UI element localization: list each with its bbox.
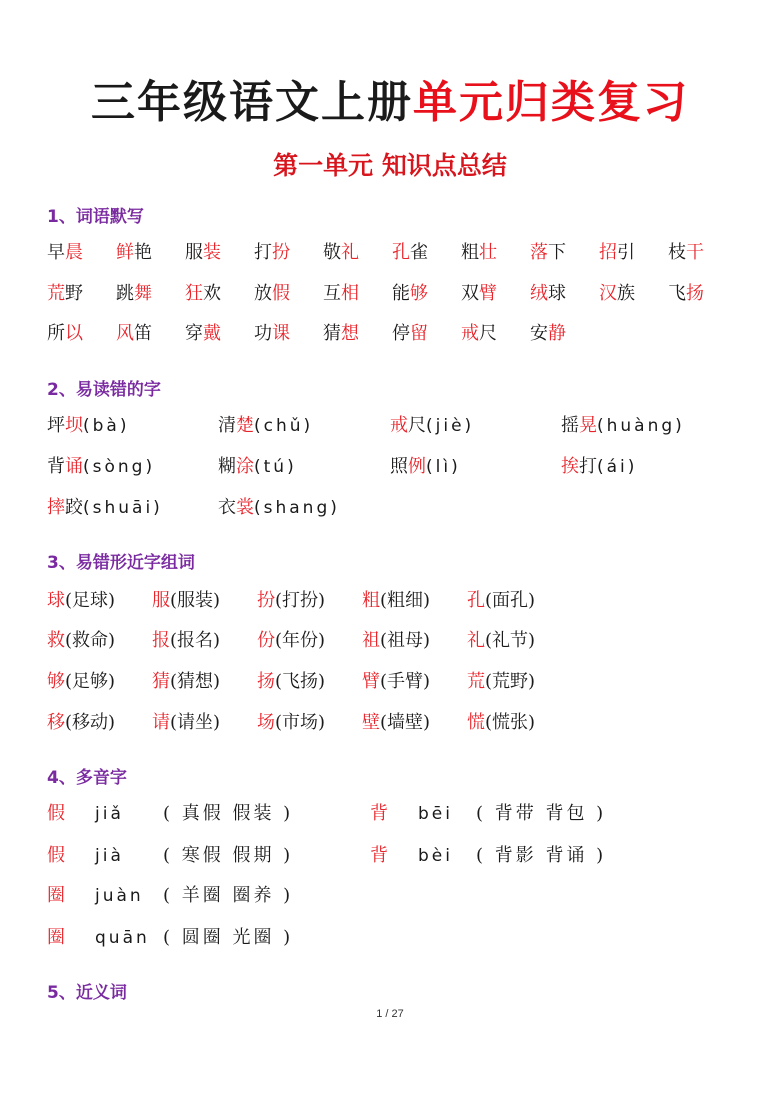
similar-char-item [47,712,115,734]
similar-char-item [467,712,535,734]
polyphone-words: ( 羊圈 圈养 ) [163,885,294,906]
vocab-char: 穿 [185,323,203,344]
similar-char: 祖 [362,630,380,651]
pinyin: (shuāi) [83,498,163,518]
vocab-word [323,242,359,264]
page-title [0,66,780,130]
polyphone-item [370,803,606,825]
vocab-char: 停 [392,323,410,344]
polyphone-words: ( 背影 背诵 ) [476,845,607,866]
similar-char: 份 [257,630,275,651]
similar-char: 请 [152,712,170,733]
vocab-char-highlight: 假 [272,283,290,304]
similar-char-word: (面孔) [485,590,536,611]
vocab-word [47,283,83,305]
similar-char: 服 [152,590,170,611]
similar-char-item [362,590,430,612]
polyphone-words: ( 真假 假装 ) [163,803,294,824]
vocab-word [323,323,359,345]
vocab-char: 汉 [599,283,617,304]
pinyin: (jiè) [426,416,475,436]
polyphone-pinyin: bēi [418,804,453,824]
vocab-word [392,283,428,305]
vocab-char: 狂 [185,283,203,304]
similar-char-word: (年份) [275,630,326,651]
pronunciation-item [218,415,313,437]
pron-char: 摔 [47,497,65,518]
pron-char: 裳 [236,497,254,518]
vocab-char-highlight: 艳 [134,242,152,263]
similar-char: 礼 [467,630,485,651]
pron-char: 诵 [65,456,83,477]
page-subtitle: 第一单元 知识点总结 [273,151,507,180]
vocab-word [530,242,566,264]
similar-char-word: (移动) [65,712,116,733]
similar-char-item [467,671,535,693]
similar-char: 猜 [152,671,170,692]
vocab-char: 早 [47,242,65,263]
similar-char-word: (粗细) [380,590,431,611]
similar-char: 臂 [362,671,380,692]
similar-char-word: (飞扬) [275,671,326,692]
vocab-char: 粗 [461,242,479,263]
similar-char-item [152,671,220,693]
vocab-char-highlight: 臂 [479,283,497,304]
similar-char-word: (猜想) [170,671,221,692]
pron-char: 衣 [218,497,236,518]
similar-char: 壁 [362,712,380,733]
pinyin: (sòng) [83,457,156,477]
similar-char: 扬 [257,671,275,692]
vocab-word [668,242,704,264]
section-heading-pronunciation: 2、易读错的字 [47,380,161,400]
polyphone-pinyin: quān [95,928,150,948]
vocab-word [185,323,221,345]
similar-char-word: (请坐) [170,712,221,733]
similar-char: 粗 [362,590,380,611]
polyphone-pinyin: bèi [418,846,453,866]
similar-char-item [362,712,430,734]
pron-char: 糊 [218,456,236,477]
vocab-word [668,283,704,305]
pron-char: 晃 [579,415,597,436]
vocab-word [461,323,497,345]
pinyin: (shang) [254,498,340,518]
similar-char-word: (市场) [275,712,326,733]
vocab-char: 互 [323,283,341,304]
polyphone-item [47,803,293,825]
similar-char-word: (祖母) [380,630,431,651]
vocab-word [599,242,635,264]
section-heading-synonyms: 5、近义词 [47,983,127,1003]
vocab-char: 放 [254,283,272,304]
vocab-word [461,283,497,305]
vocab-char-highlight: 野 [65,283,83,304]
pron-char: 背 [47,456,65,477]
title-black-part: 三年级语文上册 [91,77,413,128]
vocab-char-highlight: 族 [617,283,635,304]
vocab-word [47,323,83,345]
polyphone-words: ( 圆圈 光圈 ) [163,927,294,948]
vocab-word [530,323,566,345]
polyphone-pinyin: jiǎ [95,804,124,824]
similar-char-item [362,630,430,652]
similar-char: 报 [152,630,170,651]
pronunciation-item [561,456,637,478]
vocab-char-highlight: 晨 [65,242,83,263]
vocab-char: 飞 [668,283,686,304]
pronunciation-item [390,415,474,437]
vocab-char: 打 [254,242,272,263]
pron-char: 坪 [47,415,65,436]
similar-char: 扮 [257,590,275,611]
vocab-word [392,242,428,264]
polyphone-char: 圈 [47,885,65,906]
vocab-char: 招 [599,242,617,263]
vocab-char: 跳 [116,283,134,304]
similar-char: 救 [47,630,65,651]
similar-char-word: (足够) [65,671,116,692]
vocab-word [116,242,152,264]
pronunciation-item [218,456,297,478]
vocab-char: 双 [461,283,479,304]
pron-char: 照 [390,456,408,477]
vocab-word [116,283,152,305]
polyphone-item [370,845,606,867]
vocab-char: 功 [254,323,272,344]
pron-char: 清 [218,415,236,436]
vocab-char-highlight: 扮 [272,242,290,263]
page-number: 1 / 27 [376,1008,404,1020]
similar-char-word: (足球) [65,590,116,611]
similar-char-item [152,712,220,734]
vocab-word [185,242,221,264]
polyphone-words: ( 背带 背包 ) [476,803,607,824]
vocab-char-highlight: 戴 [203,323,221,344]
polyphone-item [47,845,293,867]
vocab-char: 孔 [392,242,410,263]
similar-char-word: (礼节) [485,630,536,651]
polyphone-char: 背 [370,845,388,866]
similar-char-word: (打扮) [275,590,326,611]
pinyin: (huàng) [597,416,685,436]
vocab-char-highlight: 雀 [410,242,428,263]
vocab-word [254,283,290,305]
similar-char: 孔 [467,590,485,611]
title-red-part: 单元归类复习 [413,77,689,128]
vocab-char-highlight: 课 [272,323,290,344]
similar-char-item [152,590,220,612]
pronunciation-item [390,456,461,478]
polyphone-char: 假 [47,845,65,866]
similar-char-item [47,671,115,693]
polyphone-char: 假 [47,803,65,824]
vocab-char-highlight: 尺 [479,323,497,344]
vocab-word [116,323,152,345]
polyphone-words: ( 寒假 假期 ) [163,845,294,866]
similar-char-item [257,630,325,652]
vocab-char-highlight: 欢 [203,283,221,304]
vocab-word [599,283,635,305]
polyphone-pinyin: juàn [95,886,144,906]
vocab-char-highlight: 想 [341,323,359,344]
pronunciation-item [218,497,340,519]
similar-char-item [257,671,325,693]
pron-char: 打 [579,456,597,477]
pron-char: 挨 [561,456,579,477]
vocab-char: 风 [116,323,134,344]
similar-char-word: (手臂) [380,671,431,692]
vocab-char: 枝 [668,242,686,263]
similar-char-item [362,671,430,693]
vocab-char-highlight: 扬 [686,283,704,304]
vocab-char: 服 [185,242,203,263]
vocab-word [461,242,497,264]
vocab-char: 安 [530,323,548,344]
similar-char: 场 [257,712,275,733]
vocab-char: 鲜 [116,242,134,263]
pron-char: 跤 [65,497,83,518]
vocab-char-highlight: 舞 [134,283,152,304]
similar-char-item [467,590,535,612]
polyphone-char: 背 [370,803,388,824]
vocab-char-highlight: 静 [548,323,566,344]
vocab-word [323,283,359,305]
similar-char: 球 [47,590,65,611]
section-heading-polyphones: 4、多音字 [47,768,127,788]
polyphone-char: 圈 [47,927,65,948]
pron-char: 坝 [65,415,83,436]
vocab-char-highlight: 壮 [479,242,497,263]
similar-char-word: (荒野) [485,671,536,692]
similar-char-word: (报名) [170,630,221,651]
pron-char: 摇 [561,415,579,436]
pron-char: 楚 [236,415,254,436]
vocab-char-highlight: 下 [548,242,566,263]
vocab-word [392,323,428,345]
polyphone-pinyin: jià [95,846,124,866]
similar-char: 够 [47,671,65,692]
pronunciation-item [47,415,129,437]
vocab-char: 所 [47,323,65,344]
similar-char-item [257,712,325,734]
pinyin: (chǔ) [254,416,314,436]
pron-char: 涂 [236,456,254,477]
similar-char-word: (慌张) [485,712,536,733]
vocab-word [254,242,290,264]
vocab-char-highlight: 干 [686,242,704,263]
vocab-char: 猜 [323,323,341,344]
similar-char-item [467,630,535,652]
vocab-char-highlight: 笛 [134,323,152,344]
vocab-char-highlight: 留 [410,323,428,344]
similar-char: 慌 [467,712,485,733]
pronunciation-item [47,497,163,519]
vocab-char-highlight: 以 [65,323,83,344]
vocab-word [185,283,221,305]
polyphone-item [47,885,293,907]
vocab-char-highlight: 相 [341,283,359,304]
similar-char-item [47,590,115,612]
pron-char: 尺 [408,415,426,436]
pronunciation-item [47,456,155,478]
vocab-char-highlight: 球 [548,283,566,304]
vocab-char: 敬 [323,242,341,263]
pinyin: (lì) [426,457,461,477]
vocab-char: 荒 [47,283,65,304]
similar-char-item [257,590,325,612]
vocab-word [530,283,566,305]
polyphone-item [47,927,293,949]
similar-char-word: (服装) [170,590,221,611]
vocab-char-highlight: 礼 [341,242,359,263]
vocab-word [47,242,83,264]
vocab-word [254,323,290,345]
pron-char: 戒 [390,415,408,436]
vocab-char: 戒 [461,323,479,344]
vocab-char-highlight: 够 [410,283,428,304]
vocab-char: 绒 [530,283,548,304]
section-heading-similar-chars: 3、易错形近字组词 [47,553,195,573]
pinyin: (ái) [597,457,638,477]
section-heading-vocab: 1、词语默写 [47,207,144,227]
similar-char: 荒 [467,671,485,692]
similar-char-item [152,630,220,652]
vocab-char-highlight: 装 [203,242,221,263]
vocab-char: 落 [530,242,548,263]
pinyin: (bà) [83,416,130,436]
similar-char-word: (墙壁) [380,712,431,733]
vocab-char-highlight: 引 [617,242,635,263]
pronunciation-item [561,415,685,437]
pinyin: (tú) [254,457,297,477]
pron-char: 例 [408,456,426,477]
similar-char-item [47,630,115,652]
vocab-char: 能 [392,283,410,304]
similar-char-word: (救命) [65,630,116,651]
similar-char: 移 [47,712,65,733]
